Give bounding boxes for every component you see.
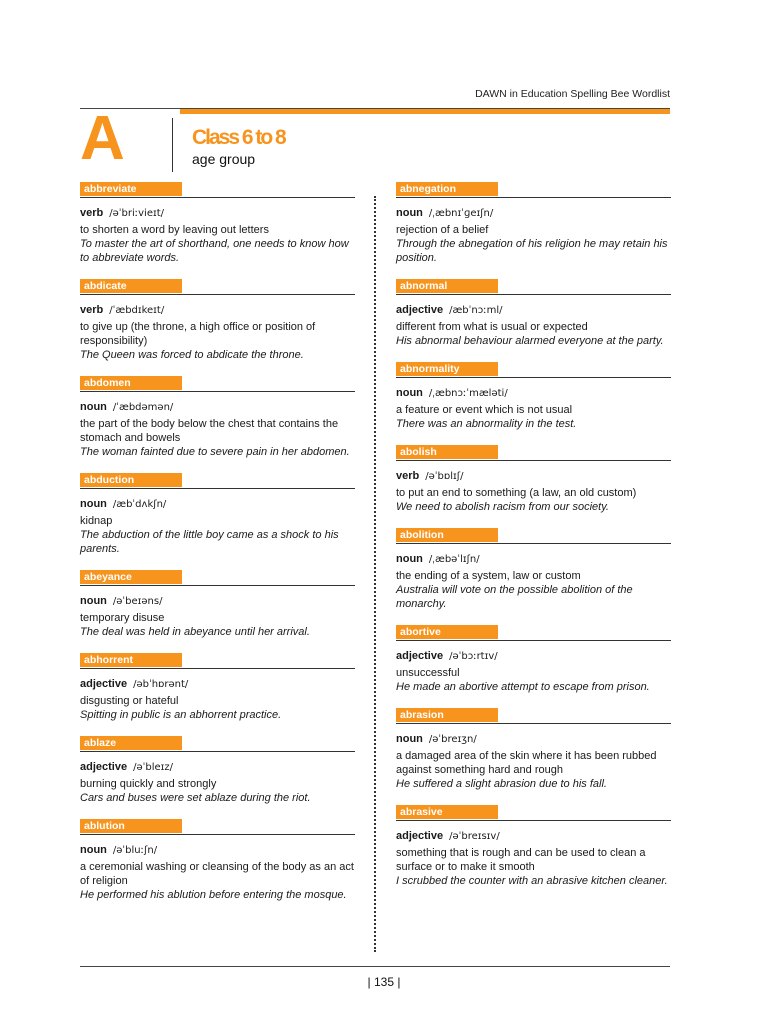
pos-line [396,386,671,401]
word-entry [80,279,355,362]
headword: abortive [396,625,498,639]
word-entry [80,376,355,459]
example-sentence: The abduction of the little boy came as a shock to his parents. [80,529,339,555]
part-of-speech: noun [80,401,107,413]
example-sentence: The deal was held in abeyance until her arrival. [80,626,310,638]
example-sentence: Cars and buses were set ablaze during the riot. [80,792,311,804]
pronunciation: /əˈbluːʃn/ [112,845,158,856]
pronunciation: /ˈæbdɪkeɪt/ [109,305,165,316]
word-entry [396,805,671,888]
bottom-rule [80,966,670,967]
word-header [396,625,671,641]
section-letter: A [80,104,123,173]
headword: abrasive [396,805,498,819]
left-column [80,182,355,916]
word-entry [80,182,355,265]
pronunciation: /əˈbreɪsɪv/ [449,831,500,842]
word-header [80,376,355,392]
pos-line [80,497,355,512]
part-of-speech: adjective [80,678,128,690]
word-header [80,570,355,586]
right-column [396,182,671,902]
pronunciation: /əbˈhɒrənt/ [133,679,189,690]
example-sentence: Australia will vote on the possible abolition of the monarchy. [396,584,633,610]
headword: abhorrent [80,653,182,667]
pos-line [80,594,355,609]
definition: kidnap [80,515,113,527]
pronunciation: /æbˈdʌkʃn/ [112,499,167,510]
definition: a ceremonial washing or cleansing of the body as an act of religion [80,861,354,887]
example-sentence: We need to abolish racism from our society. [396,501,609,513]
definition: a feature or event which is not usual [396,404,573,416]
pos-line [80,400,355,415]
word-header [396,362,671,378]
headword: ablaze [80,736,182,750]
letter-divider [172,118,173,172]
part-of-speech: noun [80,844,107,856]
pronunciation: /əˈbɒlɪʃ/ [425,471,464,482]
part-of-speech: adjective [80,761,128,773]
word-header [80,182,355,198]
word-header [396,445,671,461]
headword: abrasion [396,708,498,722]
example-sentence: To master the art of shorthand, one needs to know how to abbreviate words. [80,238,349,264]
word-entry [80,570,355,639]
pos-line [80,677,355,692]
pos-line [396,732,671,747]
word-header [396,708,671,724]
headword: abnormal [396,279,498,293]
class-title: Class 6 to 8 [192,126,285,149]
example-sentence: The Queen was forced to abdicate the throne. [80,349,304,361]
example-sentence: The woman fainted due to severe pain in her abdomen. [80,446,350,458]
part-of-speech: adjective [396,830,444,842]
class-subtitle: age group [192,151,256,167]
example-sentence: He suffered a slight abrasion due to his fall. [396,778,607,790]
page-number: | 135 | [367,975,401,989]
example-sentence: I scrubbed the counter with an abrasive kitchen cleaner. [396,875,668,887]
running-head: DAWN in Education Spelling Bee Wordlist [475,88,670,100]
word-header [396,528,671,544]
headword: abdicate [80,279,182,293]
headword: abnegation [396,182,498,196]
example-sentence: He performed his ablution before entering the mosque. [80,889,347,901]
part-of-speech: noun [396,553,423,565]
pronunciation: /ˈæbdəmən/ [112,402,174,413]
definition: a damaged area of the skin where it has been rubbed against something hard and rough [396,750,657,776]
word-header [80,819,355,835]
pronunciation: /əˈbɔːrtɪv/ [449,651,498,662]
pos-line [80,760,355,775]
pronunciation: /ˌæbnɪˈɡeɪʃn/ [428,208,494,219]
example-sentence: Through the abnegation of his religion he may retain his position. [396,238,668,264]
part-of-speech: noun [396,207,423,219]
word-entry [80,736,355,805]
top-accent-bar [180,109,670,114]
definition: temporary disuse [80,612,165,624]
headword: abduction [80,473,182,487]
pos-line [396,552,671,567]
definition: burning quickly and strongly [80,778,217,790]
pos-line [396,303,671,318]
column-divider [374,196,376,952]
word-entry [396,279,671,348]
word-header [396,805,671,821]
definition: the ending of a system, law or custom [396,570,581,582]
definition: to put an end to something (a law, an old custom) [396,487,637,499]
definition: to shorten a word by leaving out letters [80,224,269,236]
part-of-speech: verb [80,207,104,219]
word-entry [80,653,355,722]
part-of-speech: verb [396,470,420,482]
word-header [80,736,355,752]
example-sentence: Spitting in public is an abhorrent practice. [80,709,282,721]
word-header [80,473,355,489]
pronunciation: /ˌæbəˈlɪʃn/ [428,554,480,565]
headword: abolition [396,528,498,542]
pronunciation: /əˈbriːvieɪt/ [109,208,164,219]
headword: abeyance [80,570,182,584]
example-sentence: There was an abnormality in the test. [396,418,577,430]
pos-line [80,843,355,858]
part-of-speech: adjective [396,650,444,662]
word-entry [396,362,671,431]
word-entry [396,445,671,514]
headword: abdomen [80,376,182,390]
pos-line [396,469,671,484]
pos-line [80,206,355,221]
word-entry [396,625,671,694]
definition: the part of the body below the chest that contains the stomach and bowels [80,418,339,444]
pronunciation: /əˈbleɪz/ [133,762,173,773]
word-header [80,653,355,669]
pos-line [396,649,671,664]
example-sentence: His abnormal behaviour alarmed everyone at the party. [396,335,664,347]
part-of-speech: noun [80,498,107,510]
pos-line [80,303,355,318]
example-sentence: He made an abortive attempt to escape from prison. [396,681,650,693]
word-entry [80,819,355,902]
headword: abolish [396,445,498,459]
part-of-speech: noun [396,387,423,399]
word-entry [80,473,355,556]
pronunciation: /əˈbreɪʒn/ [428,734,477,745]
pos-line [396,206,671,221]
pronunciation: /æbˈnɔːml/ [449,305,503,316]
word-header [396,182,671,198]
definition: disgusting or hateful [80,695,179,707]
word-header [80,279,355,295]
definition: unsuccessful [396,667,460,679]
definition: to give up (the throne, a high office or position of responsibility) [80,321,316,347]
definition: rejection of a belief [396,224,489,236]
headword: ablution [80,819,182,833]
word-header [396,279,671,295]
definition: different from what is usual or expected [396,321,588,333]
pronunciation: /əˈbeɪəns/ [112,596,163,607]
part-of-speech: noun [80,595,107,607]
pos-line [396,829,671,844]
pronunciation: /ˌæbnɔːˈmæləti/ [428,388,508,399]
part-of-speech: noun [396,733,423,745]
definition: something that is rough and can be used to clean a surface or to make it smooth [396,847,646,873]
word-entry [396,708,671,791]
part-of-speech: adjective [396,304,444,316]
word-entry [396,528,671,611]
headword: abnormality [396,362,498,376]
part-of-speech: verb [80,304,104,316]
headword: abbreviate [80,182,182,196]
word-entry [396,182,671,265]
